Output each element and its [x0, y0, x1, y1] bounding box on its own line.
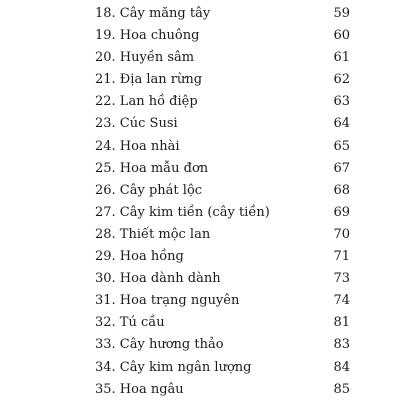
toc-entry-title: 23. Cúc Susi [95, 116, 178, 132]
toc-entry-title: 21. Địa lan rừng [95, 72, 203, 88]
toc-entry [0, 202, 400, 224]
table-of-contents [0, 3, 400, 401]
toc-entry-page: 64 [333, 116, 350, 132]
toc-entry-page: 69 [333, 204, 350, 220]
toc-entry [0, 224, 400, 246]
toc-entry [0, 357, 400, 379]
toc-entry-title: 28. Thiết mộc lan [95, 226, 211, 242]
toc-entry [0, 379, 400, 401]
toc-entry-title: 18. Cây măng tây [95, 6, 211, 21]
toc-entry [0, 47, 400, 69]
toc-entry [0, 268, 400, 290]
toc-entry-title: 29. Hoa hồng [95, 249, 184, 265]
toc-entry [0, 290, 400, 312]
toc-entry-title: 20. Huyền sâm [95, 50, 195, 66]
toc-entry-title: 34. Cây kim ngân lượng [95, 359, 252, 375]
toc-entry [0, 91, 400, 113]
toc-entry-page: 83 [333, 337, 350, 353]
toc-entry-page: 70 [333, 226, 350, 242]
toc-entry-page: 68 [333, 182, 350, 198]
toc-entry [0, 312, 400, 334]
toc-entry [0, 113, 400, 135]
toc-entry [0, 246, 400, 268]
toc-entry-page: 84 [333, 359, 350, 375]
toc-entry-title: 31. Hoa trạng nguyên [95, 293, 240, 309]
toc-entry-title: 32. Tú cầu [95, 315, 165, 331]
toc-entry-title: 30. Hoa dành dành [95, 271, 221, 287]
toc-entry [0, 136, 400, 158]
toc-entry-title: 26. Cây phát lộc [95, 182, 203, 198]
toc-entry-page: 60 [333, 28, 350, 44]
toc-entry-title: 27. Cây kim tiền (cây tiền) [95, 204, 270, 220]
toc-entry [0, 69, 400, 91]
toc-entry-title: 24. Hoa nhài [95, 138, 180, 154]
toc-entry-page: 73 [333, 271, 350, 287]
toc-entry [0, 334, 400, 356]
toc-entry [0, 158, 400, 180]
toc-entry [0, 25, 400, 47]
toc-entry-page: 63 [333, 94, 350, 110]
toc-entry-page: 65 [333, 138, 350, 154]
toc-entry [0, 180, 400, 202]
toc-entry-title: 22. Lan hồ điệp [95, 94, 198, 110]
toc-entry-page: 62 [333, 72, 350, 88]
toc-entry-page: 74 [333, 293, 350, 309]
toc-entry-page: 85 [333, 381, 350, 397]
toc-entry-page: 59 [333, 6, 350, 21]
toc-entry-title: 33. Cây hương thảo [95, 337, 224, 353]
toc-entry [0, 3, 400, 25]
toc-entry-page: 67 [333, 160, 350, 176]
toc-entry-page: 71 [333, 249, 350, 265]
toc-entry-page: 81 [333, 315, 350, 331]
toc-entry-title: 25. Hoa mẫu đơn [95, 160, 209, 176]
toc-entry-title: 35. Hoa ngâu [95, 381, 184, 397]
toc-entry-title: 19. Hoa chuông [95, 28, 200, 44]
toc-entry-page: 61 [333, 50, 350, 66]
